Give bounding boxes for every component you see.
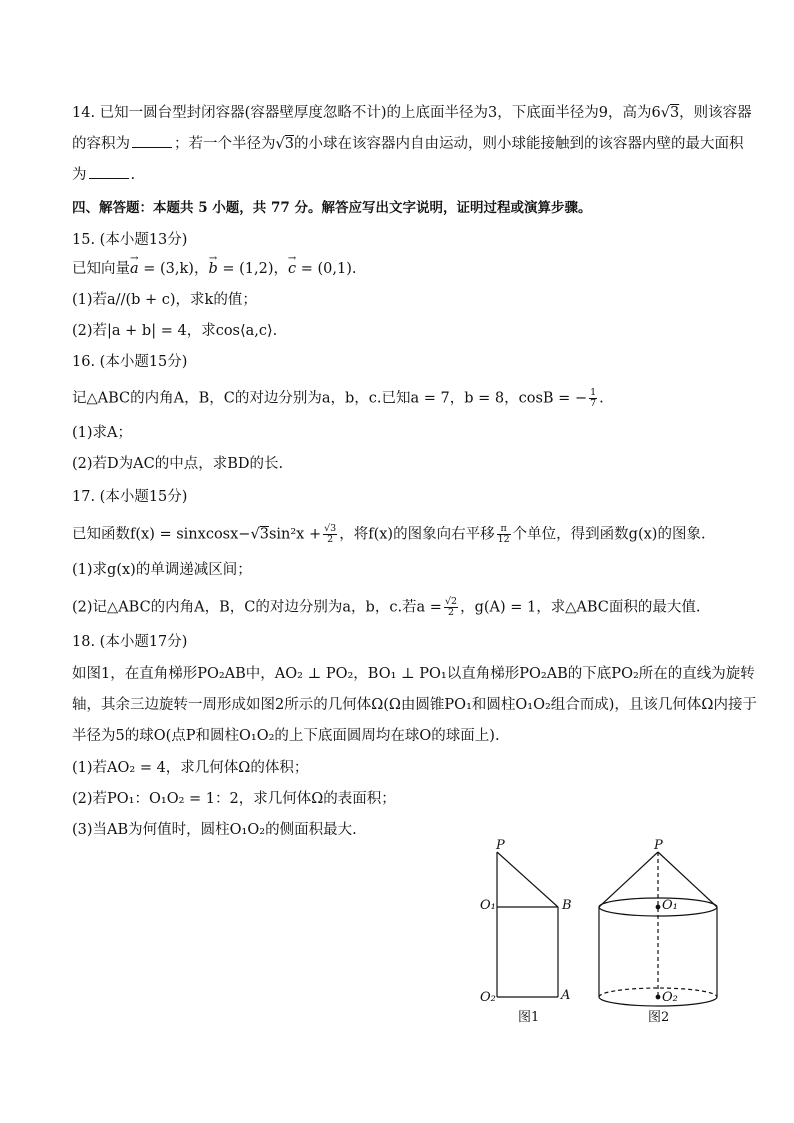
q17-radicand: 3 xyxy=(259,526,269,543)
q17-part-2 xyxy=(72,597,732,618)
q18-stem-line-2: 轴，其余三边旋转一周形成如图2所示的几何体Ω(Ω由圆锥PO₁和圆柱O₁O₂组合而成)，且该几何体Ω内接于 xyxy=(72,697,757,713)
fig2-label-p: P xyxy=(654,838,663,853)
q15-stem xyxy=(72,260,732,278)
q16-text: 记△ABC的内角A，B，C的对边分别为a，b，c.已知a = 7，b = 8，cosB = − xyxy=(72,390,588,407)
figure-drawings xyxy=(470,838,740,1033)
fraction-numerator: √3 xyxy=(324,523,337,534)
fig2-label-o1: O₁ xyxy=(662,898,678,913)
fig1-label-a: A xyxy=(561,988,571,1003)
q14-height-radicand: 3 xyxy=(669,105,680,121)
q18-figures xyxy=(470,838,740,1033)
q14-height: 6 xyxy=(651,105,661,121)
q18-stem-line-3: 半径为5的球O(点P和圆柱O₁O₂的上下底面圆周均在球O的球面上). xyxy=(72,728,500,744)
vector-a: → a xyxy=(130,260,139,278)
fraction xyxy=(444,597,458,618)
q16-part-2: (2)若D为AC的中点，求BD的长. xyxy=(72,456,284,472)
q17-text: sin²x + xyxy=(268,526,322,543)
q15-text: = (1,2)， xyxy=(217,261,289,277)
fraction-numerator: π xyxy=(497,524,511,535)
q18-header: 18. (本小题17分) xyxy=(72,634,188,650)
fig1-label-p: P xyxy=(496,838,505,853)
vector-b: → b xyxy=(208,260,217,278)
q14-text: 为 xyxy=(72,167,87,183)
answer-blank xyxy=(89,166,129,179)
q15-part-2: (2)若|a + b| = 4，求cos⟨a,c⟩. xyxy=(72,323,278,339)
q14-top-radius: 3 xyxy=(487,105,498,121)
section-title: 四、解答题：本题共 5 小题，共 77 分。解答应写出文字说明，证明过程或演算步骤。 xyxy=(72,200,592,216)
fraction-numerator: √2 xyxy=(444,596,458,607)
q14-line-1: 14. 已知一圆台型封闭容器(容器壁厚度忽略不计)的上底面半径为3，下底面半径为9，高为6√3，则该容器 xyxy=(72,105,752,121)
fraction-denominator: 12 xyxy=(497,534,510,545)
q17-stem: 已知函数f(x) = sinxcosx−√3sin²x + $\frac{√3}{2}$ ，将f(x)的图象向右平移 $\frac{\pi}{12}$ 个单位，得到函数g(x)的图象. xyxy=(72,523,706,545)
q14-text: 14. 已知一圆台型封闭容器(容器壁厚度忽略不计)的上底面半径为 xyxy=(72,105,488,121)
q14-text: ，则该容器 xyxy=(679,105,752,121)
q14-text: ，下底面半径为 xyxy=(497,105,599,121)
q14-text: ；若一个半径为 xyxy=(174,136,276,152)
q15-text: = (0,1). xyxy=(296,261,357,277)
q17-header: 17. (本小题15分) xyxy=(72,489,188,505)
q18-part-1: (1)若AO₂ = 4，求几何体Ω的体积； xyxy=(72,760,309,776)
fig1-label-o2: O₂ xyxy=(480,990,496,1005)
q16-header: 16. (本小题15分) xyxy=(72,354,188,370)
fraction-denominator: 7 xyxy=(590,398,597,409)
fig2-caption: 图2 xyxy=(648,1010,670,1025)
fraction-numerator: 1 xyxy=(590,387,597,398)
q15-text: 已知向量 xyxy=(72,261,130,277)
q18-part-2: (2)若PO₁：O₁O₂ = 1：2，求几何体Ω的表面积； xyxy=(72,791,396,807)
q17-part-1: (1)求g(x)的单调递减区间； xyxy=(72,562,252,578)
figure-1-trapezoid xyxy=(497,852,558,997)
q15-part-1: (1)若a//(b + c)，求k的值； xyxy=(72,292,257,308)
q14-text: 的容积为 xyxy=(72,136,130,152)
q14-line-2: 的容积为 ；若一个半径为√3的小球在该容器内自由运动，则小球能接触到的该容器内壁的最大面积 xyxy=(72,136,744,152)
q15-text: = (3,k)， xyxy=(138,261,209,277)
fraction xyxy=(589,388,597,409)
q14-line-3 xyxy=(72,166,732,184)
q16-stem xyxy=(72,388,732,409)
q18-stem-line-1: 如图1，在直角梯形PO₂AB中，AO₂ ⊥ PO₂，BO₁ ⊥ PO₁以直角梯形PO₂AB的下底PO₂所在的直线为旋转 xyxy=(72,666,755,682)
q17-text: 已知函数f(x) = sinxcosx− xyxy=(72,526,251,543)
q14-bottom-radius: 9 xyxy=(598,105,608,121)
q16-text: . xyxy=(599,390,604,407)
q16-part-1: (1)求A； xyxy=(72,425,133,441)
q18-part-3: (3)当AB为何值时，圆柱O₁O₂的侧面积最大. xyxy=(72,822,357,838)
q17-text: (2)记△ABC的内角A，B，C的对边分别为a，b，c.若a = xyxy=(72,599,442,616)
q17-text: 个单位，得到函数g(x)的图象. xyxy=(512,526,706,543)
fraction-denominator: 2 xyxy=(327,534,334,545)
q14-text: . xyxy=(130,167,136,183)
q14-text: 的小球在该容器内自由运动，则小球能接触到的该容器内壁的最大面积 xyxy=(293,136,744,152)
q14-text: ，高为 xyxy=(607,105,652,121)
fig1-label-o1: O₁ xyxy=(480,898,496,913)
q15-header: 15. (本小题13分) xyxy=(72,232,188,248)
q17-text: ，g(A) = 1，求△ABC面积的最大值. xyxy=(460,599,701,616)
fig2-label-o2: O₂ xyxy=(662,990,678,1005)
q14-ball-radicand: 3 xyxy=(284,136,294,152)
fig1-caption: 图1 xyxy=(518,1010,540,1025)
answer-blank xyxy=(132,135,172,148)
figure-2-solid xyxy=(599,852,717,1006)
q17-text: ，将f(x)的图象向右平移 xyxy=(339,526,495,543)
fig1-label-b: B xyxy=(562,898,572,913)
fraction xyxy=(497,524,511,545)
fraction-denominator: 2 xyxy=(448,607,455,618)
fraction xyxy=(323,524,337,545)
vector-c: → c xyxy=(288,260,296,278)
